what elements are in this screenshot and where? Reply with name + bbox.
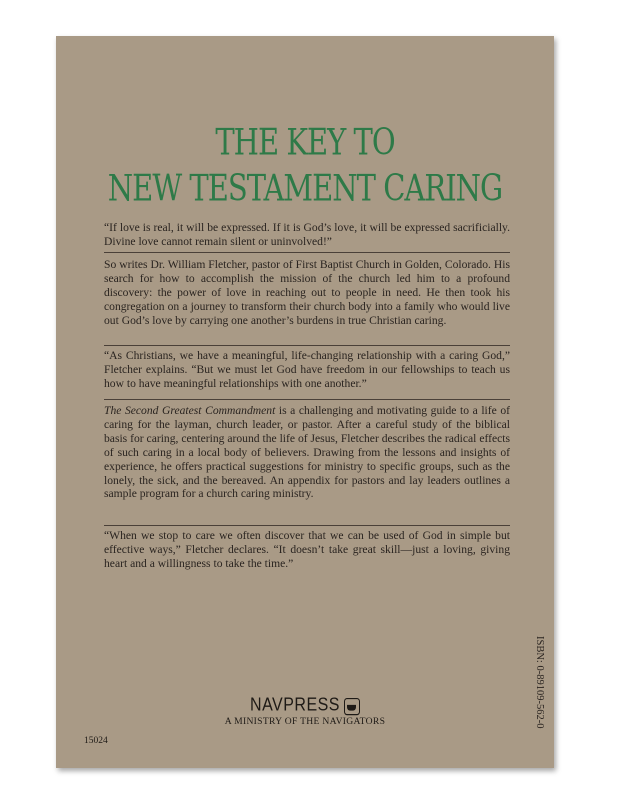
publisher-logo bbox=[56, 697, 554, 715]
opening-quote: “If love is real, it will be expressed. If it is God’s love, it will be expressed sacrificially. Divine love cannot remain silent or uninvolved!” bbox=[104, 221, 510, 248]
book-description bbox=[104, 404, 510, 501]
back-cover bbox=[56, 36, 554, 768]
divider bbox=[104, 399, 510, 400]
title-line-1: THE KEY TO bbox=[215, 120, 395, 164]
divider bbox=[104, 252, 510, 253]
closing-quote: “When we stop to care we often discover that we can be used of God in simple but effective ways,” Fletcher declares. “It doesn’t take great skill—just a loving, giving heart and a willingness to take the time.” bbox=[104, 529, 510, 570]
isbn-label bbox=[533, 636, 547, 756]
book-title-italic: The Second Greatest Commandment bbox=[104, 404, 276, 417]
divider bbox=[104, 525, 510, 526]
title-line-2: NEW TESTAMENT CARING bbox=[107, 166, 503, 210]
author-paragraph: So writes Dr. William Fletcher, pastor of First Baptist Church in Golden, Colorado. His search for how to accomplish the mission of the church led him to a profound discovery: the power of love in reaching out to people in need. He then took his congregation on a journey to transform their church body into a family who would live out God’s love by carrying one another’s burdens in true Christian caring. bbox=[104, 258, 510, 327]
publisher-name: NAVPRESS bbox=[250, 695, 340, 716]
divider bbox=[104, 345, 510, 346]
fletcher-quote: “As Christians, we have a meaningful, life-changing relationship with a caring God,” Fletcher explains. “But we must let God have freedom in our fellowships to teach us how to have meaningful relationships with one another.” bbox=[104, 349, 510, 390]
isbn-text: ISBN: 0-89109-562-0 bbox=[534, 636, 545, 729]
product-code: 15024 bbox=[84, 736, 108, 746]
book-description-text: is a challenging and motivating guide to a life of caring for the layman, church leader, or pastor. After a careful study of the biblical basis for caring, centering around the life of Jesus, Fletcher describes the radical effects of such caring in a local body of believers. Drawing from the lessons and insights of experience, he offers practical suggestions for ministry to specific groups, such as the lonely, the sick, and the bereaved. An appendix for pastors and lay leaders outlines a sample program for a church caring ministry. bbox=[104, 404, 511, 501]
publisher-tagline: A MINISTRY OF THE NAVIGATORS bbox=[224, 716, 386, 727]
navpress-logo-icon bbox=[344, 697, 360, 714]
